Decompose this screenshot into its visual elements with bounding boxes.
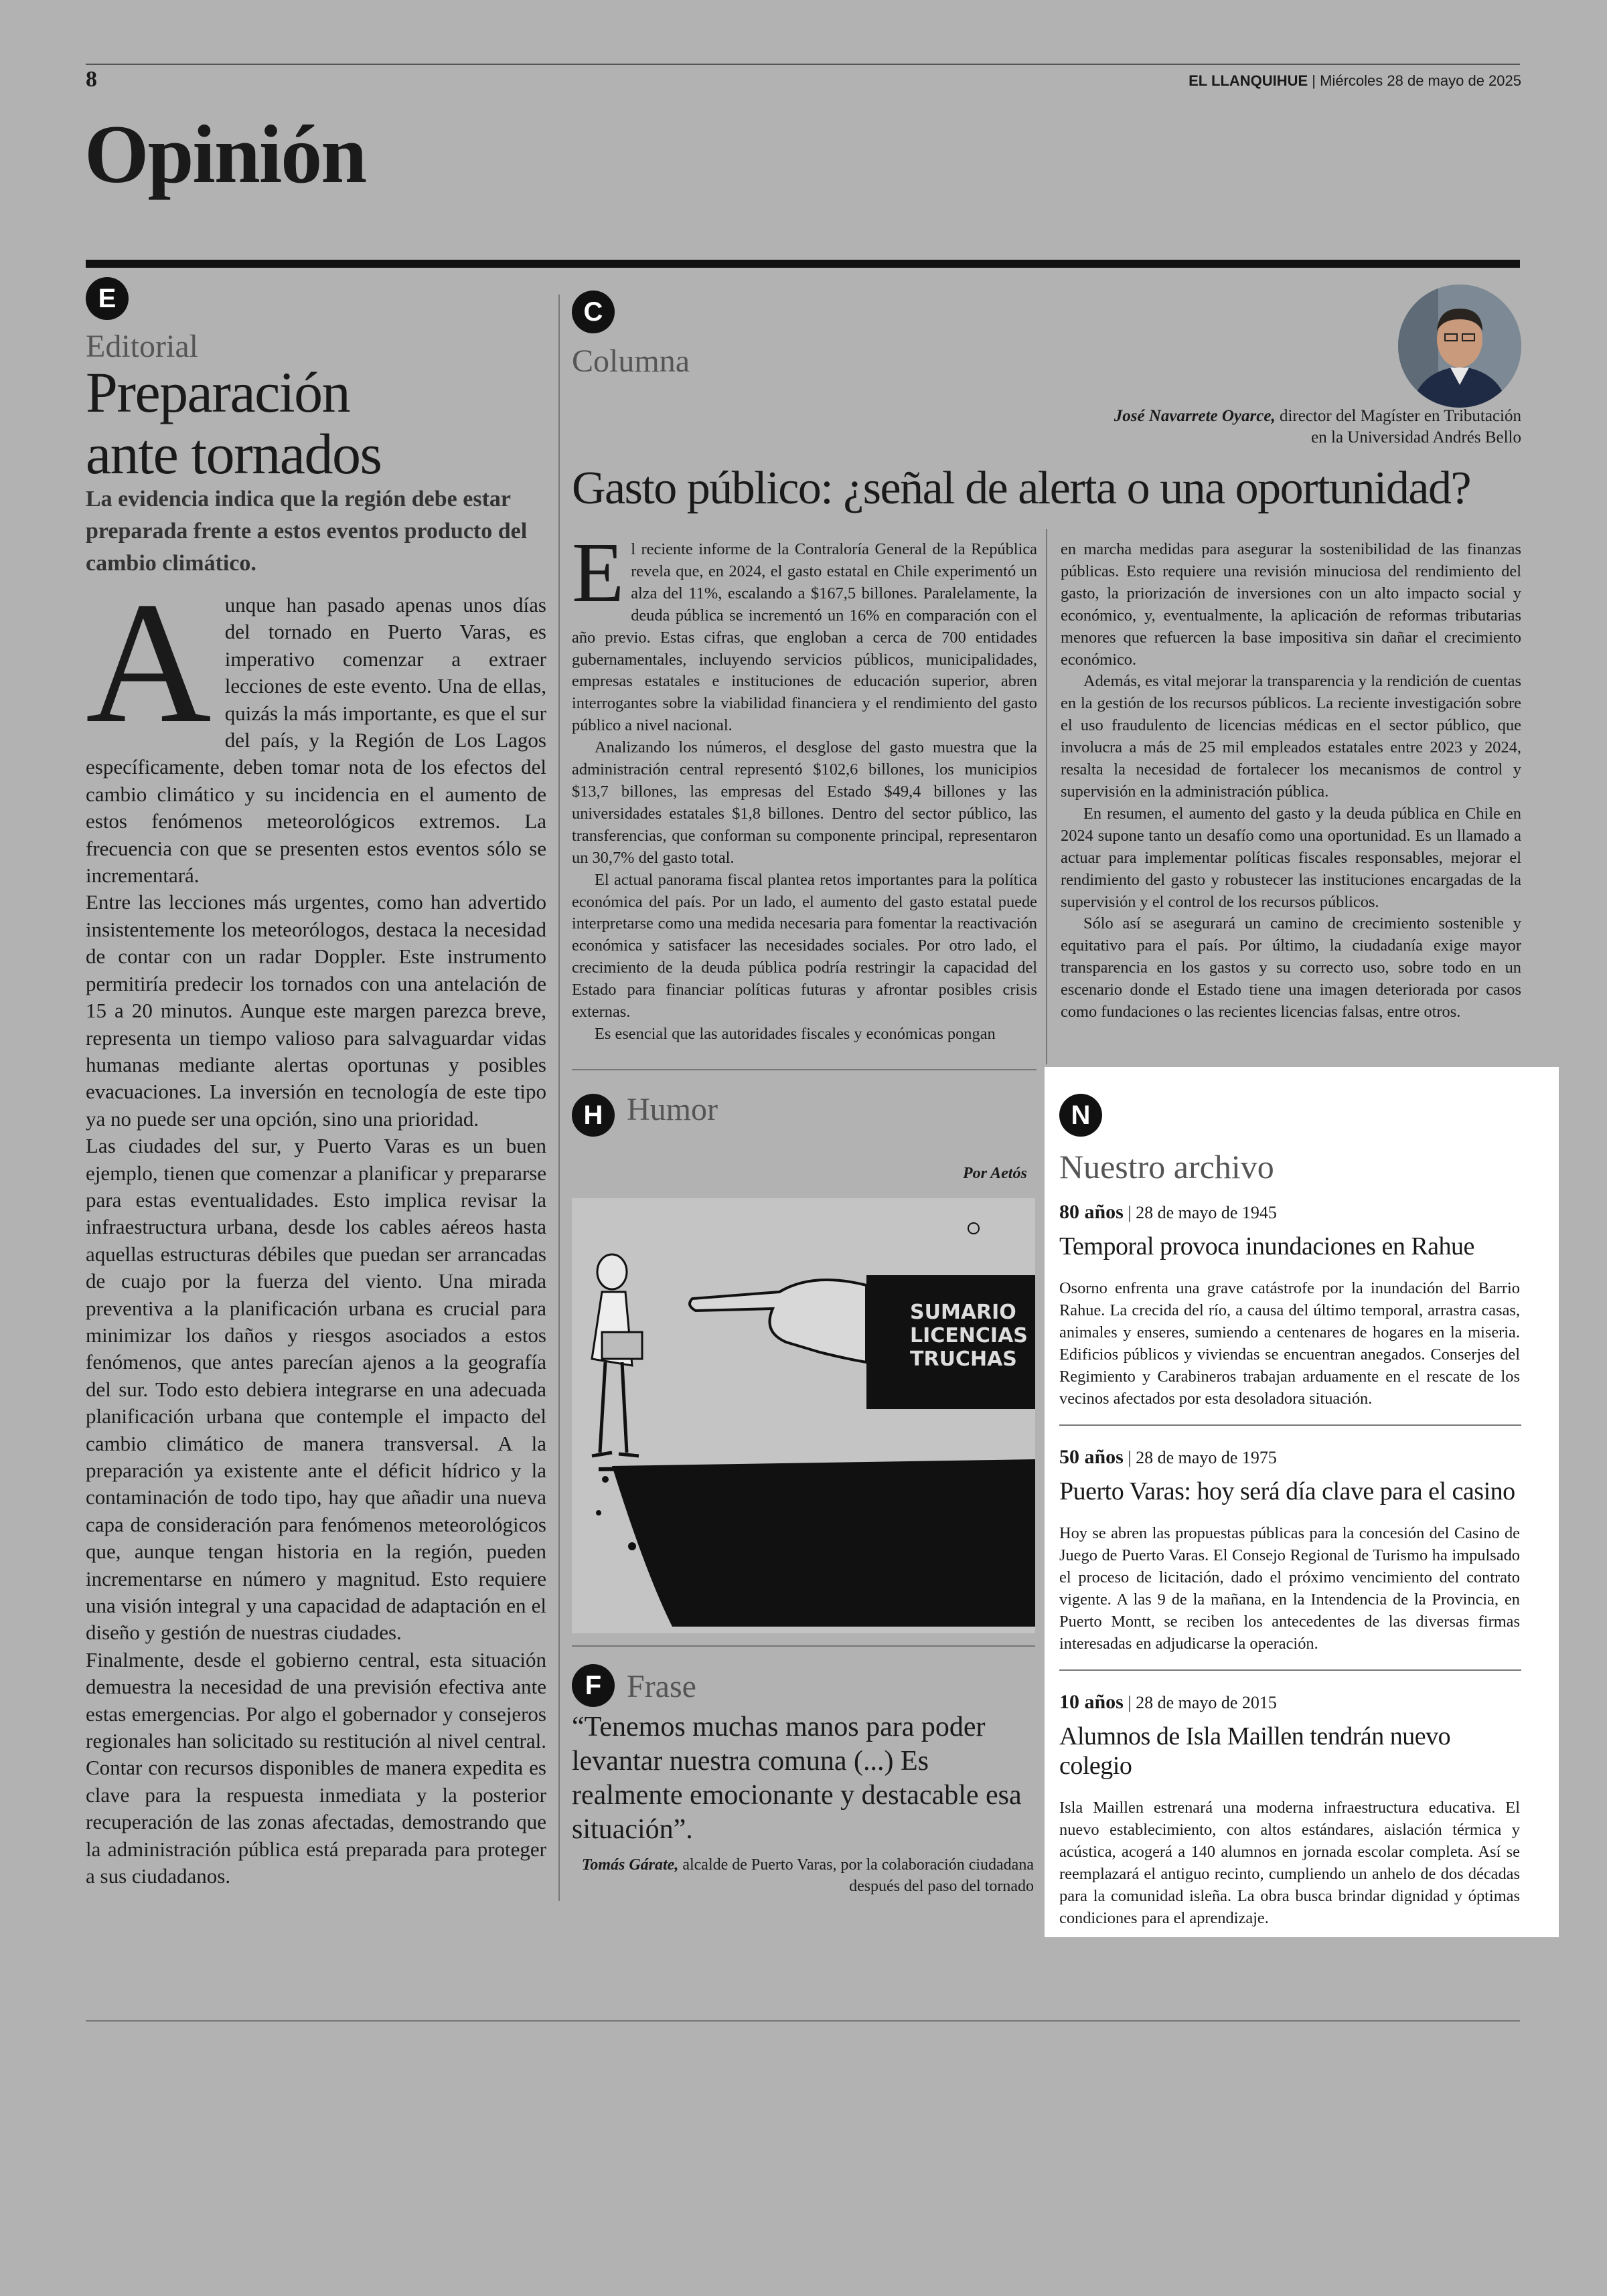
archive-entry-text: Hoy se abren las propuestas públicas para la concesión del Casino de Juego de Puerto Varas. El Consejo Regional de Turismo ha impulsado el proceso de licitación, dado el próximo vencimiento del contrato vigente. A las 9 de la mañana, en la Intendencia de la Provincia, en Puerto Montt, se reciben los antecedentes de las diversas firmas interesadas en adjudicarse la operación. [1059,1524,1520,1653]
frase-author: Tomás Gárate, [581,1856,679,1874]
editorial-paragraph: unque han pasado apenas unos días del tornado en Puerto Varas, es imperativo comenzar a extraer lecciones de este evento. Una de ellas, quizás la más importante, es que el sur del país, y la Región de Los Lagos específicamente, deben tomar nota de los efectos del cambio climático y su incidencia en el aumento de estos fenómenos meteorológicos extremos. La frecuencia con que se presenten estos eventos sólo se incrementará. [86,593,546,888]
frase-quote: “Tenemos muchas manos para poder levantar nuestra comuna (...) Es realmente emocionante y destacable esa situación”. [572,1712,1022,1845]
archive-entry-meta: 10 años | 28 de mayo de 2015 [1059,1691,1277,1713]
editorial-subtitle: La evidencia indica que la región debe estar preparada frente a estos eventos producto del cambio climático. [86,487,528,576]
column-paragraph: Además, es vital mejorar la transparencia y la rendición de cuentas en la gestión de los recursos públicos. La reciente investigación sobre el uso fraudulento de licencias médicas en el sector público, que involucra a más de 25 mil empleados estatales entre 2023 y 2024, resalta la necesidad de fortalecer los mecanismos de control y supervisión en la administración pública. [1061,672,1521,801]
cartoon-label-2: LICENCIAS [910,1324,1028,1347]
archive-entry-title: Alumnos de Isla Maillen tendrán nuevo colegio [1059,1722,1451,1780]
paper-name: EL LLANQUIHUE [1189,72,1308,89]
humor-cartoon [572,1198,1035,1633]
editorial-body [86,566,546,1890]
paper-date: Miércoles 28 de mayo de 2025 [1320,72,1521,89]
archive-kicker: Nuestro archivo [1059,1148,1274,1185]
section-bar [86,260,1520,268]
column-paragraph: Sólo así se asegurará un camino de crecimiento sostenible y equitativo para el país. Por último, la ciudadanía exige mayor transparencia en los gastos y su correcto uso, sobre todo en un escenario donde el Estado tiene una imagen deteriorada por casos como fundaciones o las recientes licencias falsas, entre otros. [1061,914,1521,1021]
editorial-title [86,361,541,485]
archive-entry-date: 28 de mayo de 1975 [1136,1448,1277,1467]
editorial-paragraph: Finalmente, desde el gobierno central, esta situación demuestra la necesidad de una previsión efectiva ante estas emergencias. Por algo el gobernador y consejeros regionales han solicitado su restitución al nivel central. Contar con recursos disponibles de manera expedita es clave para la respuesta inmediata y la posterior recuperación de las zonas afectadas, demostrando que la administración pública está preparada para proteger a sus ciudadanos. [86,1647,546,1888]
humor-byline: Por Aetós [963,1165,1027,1182]
column-title: Gasto público: ¿señal de alerta o una oportunidad? [572,463,1471,514]
frase-credit [572,1854,1034,1897]
frase-context: alcalde de Puerto Varas, por la colaboración ciudadana después del paso del tornado [682,1856,1034,1895]
author-credit [1106,406,1521,448]
editorial-paragraph: Entre las lecciones más urgentes, como han advertido insistentemente los meteorólogos, destaca la necesidad de contar con un radar Doppler. Este instrumento permitiría predecir los tornados con una antelación de 15 a 20 minutos. Aunque este margen parezca breve, representa un tiempo valioso para salvaguardar vidas humanas mediante alertas oportunas y posibles evacuaciones. La inversión en tecnología de este tipo ya no puede ser una opción, sino una prioridad. [86,890,546,1131]
column-paragraph: l reciente informe de la Contraloría General de la República revela que, en 2024, el gasto estatal en Chile experimentó un alza del 11%, escalando a $167,5 billones. Paralelamente, la deuda pública se incrementó un 16% en comparación con el año previo. Estas cifras, que engloban a cerca de 700 entidades gubernamentales, incluyendo servicios públicos, municipalidades, empresas estatales e instituciones de educación superior, abren interrogantes sobre la viabilidad financiera y el rendimiento del gasto público a nivel nacional. [572,540,1037,735]
column-divider-left [558,295,560,1901]
editorial-kicker: Editorial [86,329,198,364]
editorial-title-line1: Preparación [86,360,350,424]
archive-entry-years: 80 años [1059,1201,1124,1223]
footer-rule [86,2020,1520,2022]
column-divider-right [1046,529,1047,1064]
page-number: 8 [86,67,97,92]
editorial-title-line2: ante tornados [86,422,382,486]
paper-separator: | [1312,72,1316,89]
editorial-dropcap: A [86,566,212,759]
author-role: director del Magíster en Tributación en la Universidad Andrés Bello [1279,407,1521,446]
archive-entry-date: 28 de mayo de 1945 [1136,1203,1277,1222]
author-portrait-icon [1398,284,1521,408]
archive-divider [1059,1424,1521,1426]
section-title: Opinión [84,108,366,200]
archive-divider [1059,1669,1521,1671]
editorial-badge: E [86,277,129,320]
column-dropcap: E [572,525,625,620]
column-bottom-rule [572,1069,1037,1070]
frase-kicker: Frase [627,1669,696,1704]
paper-info [1189,72,1521,90]
author-photo [1398,284,1521,408]
frase-rule [572,1645,1035,1647]
archive-entry [1059,1201,1520,1410]
archive-entry-title: Puerto Varas: hoy será día clave para el casino [1059,1477,1515,1505]
archive-entry-text: Osorno enfrenta una grave catástrofe por la inundación del Barrio Rahue. La crecida del río, a causa del último temporal, arrastra casas, animales y enseres, sumiendo a centenares de hogares en la miseria. Edificios públicos y viviendas se encuentran anegados. Conserjes del Regimiento y Carabineros trabajan arduamente en el rescate de los vecinos afectados por esta desoladora situación. [1059,1279,1520,1408]
column-paragraph: En resumen, el aumento del gasto y la deuda pública en Chile en 2024 supone tanto un desafío como una oportunidad. Es un llamado a actuar para implementar políticas fiscales responsables, mejorar el rendimiento del gasto y robustecer las instituciones encargadas de la supervisión y el control de los recursos públicos. [1061,804,1521,911]
column-body-right [1061,539,1521,1023]
archive-badge: N [1059,1094,1102,1137]
column-paragraph: en marcha medidas para asegurar la sostenibilidad de las finanzas públicas. Esto requiere una revisión minuciosa del rendimiento del gasto, la priorización de inversiones con un alto impacto social y económico, y, eventualmente, la aplicación de reformas tributarias menores que refuercen la base impositiva sin dañar el crecimiento económico. [1061,540,1521,669]
humor-kicker: Humor [627,1092,718,1127]
archive-entry-meta: 50 años | 28 de mayo de 1975 [1059,1446,1277,1468]
archive-entry-meta: 80 años | 28 de mayo de 1945 [1059,1201,1277,1223]
archive-entry-years: 10 años [1059,1691,1124,1713]
humor-badge: H [572,1094,615,1137]
author-name: José Navarrete Oyarce, [1114,407,1276,425]
cartoon-label-3: TRUCHAS [910,1347,1017,1371]
archive-entry-title: Temporal provoca inundaciones en Rahue [1059,1232,1474,1260]
column-paragraph: El actual panorama fiscal plantea retos importantes para la política económica del país. Por un lado, el aumento del gasto estatal puede interpretarse como una medida necesaria para fomentar la reactivación económica y satisfacer las necesidades sociales. Por otro lado, el crecimiento de la deuda pública podría restringir la capacidad del Estado para financiar políticas futuras y afrontar posibles crisis externas. [572,870,1037,1021]
cartoon-label-1: SUMARIO [910,1301,1016,1324]
archive-entry-date: 28 de mayo de 2015 [1136,1693,1277,1712]
column-kicker: Columna [572,343,690,379]
archive-entry-text: Isla Maillen estrenará una moderna infraestructura educativa. El nuevo establecimiento, con altos estándares, aislación térmica y acústica, acogerá a 140 alumnos en jornada escolar completa. Así se reemplazará el antiguo recinto, cumpliendo un anhelo de dos décadas para la comunidad isleña. La obra busca brindar dignidad y óptimas condiciones para el aprendizaje. [1059,1799,1520,1927]
column-badge: C [572,291,615,333]
column-paragraph: Analizando los números, el desglose del gasto muestra que la administración central representó $102,6 billones, los municipios $13,7 billones, las empresas del Estado $49,4 billones y las universidades estatales $1,8 billones. Dentro del sector público, las transferencias, que conforman su componente principal, representaron un 30,7% del gasto total. [572,738,1037,867]
archive-entry-years: 50 años [1059,1446,1124,1468]
frase-badge: F [572,1664,615,1707]
archive-entry [1059,1446,1520,1655]
column-paragraph: Es esencial que las autoridades fiscales y económicas pongan [595,1024,996,1043]
archive-entry [1059,1691,1520,1929]
header-rule [86,64,1520,65]
editorial-paragraph: Las ciudades del sur, y Puerto Varas es un buen ejemplo, tienen que comenzar a planificar y prepararse para estas eventualidades. Esto implica revisar la infraestructura urbana, desde los cables aéreos hasta aquellas estructuras débiles que puedan ser arrancadas de cuajo por la fuerza del viento. Una mirada preventiva a la planificación urbana es crucial para minimizar los daños y riesgos asociados a estos fenómenos, que antes parecían ajenos a la geografía del sur. Todo esto debiera integrarse en una adecuada planificación urbana que contemple el impacto del cambio climático de manera transversal. A la preparación ya existente ante el déficit hídrico y la contaminación de todo tipo, hay que añadir una nueva capa de consideración para fenómenos meteorológicos que, aunque tengan historia en la región, pueden incrementarse en número y magnitud. Esto requiere una visión integral y una capacidad de adaptación en el diseño y gestión de nuestras ciudades. [86,1134,546,1645]
column-body-left [572,525,1037,1046]
